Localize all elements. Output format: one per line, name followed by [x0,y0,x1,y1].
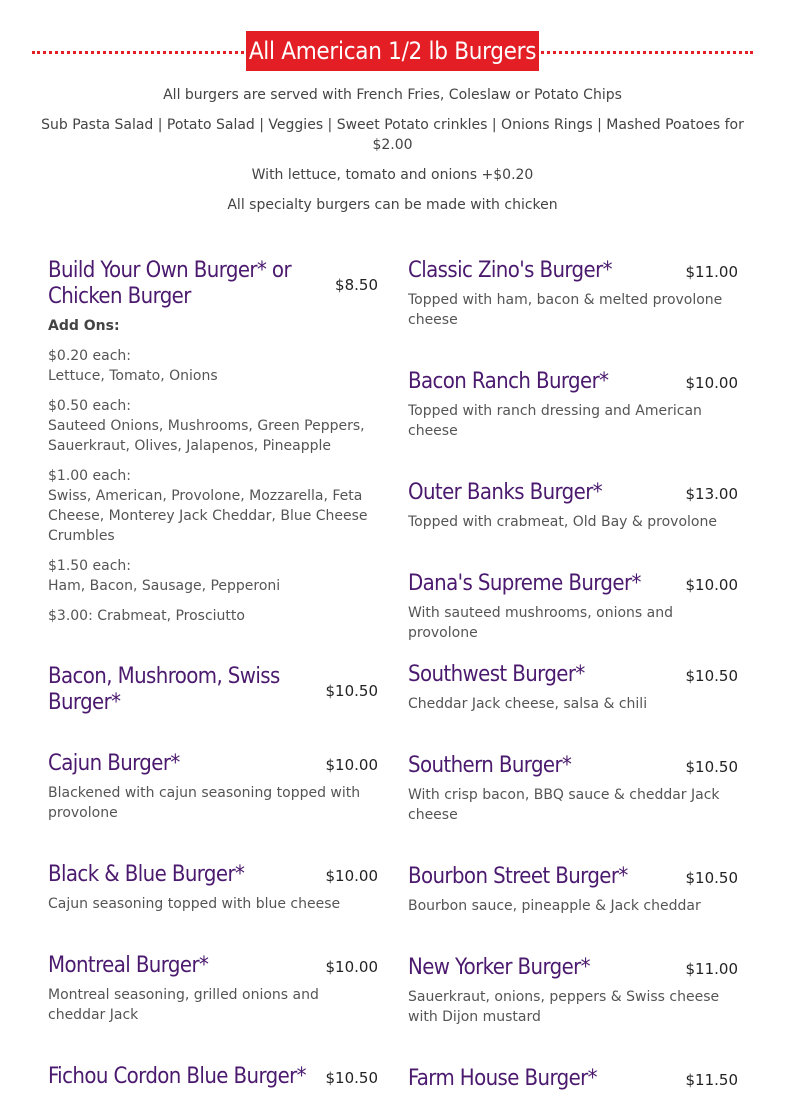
item-price: $10.00 [685,576,738,594]
menu-item [48,664,378,716]
item-price: $10.50 [685,667,738,685]
add-on-group [48,606,378,626]
intro-sides-note: All burgers are served with French Fries, Coleslaw or Potato Chips [163,87,622,103]
item-price: $10.50 [685,758,738,776]
item-description: Topped with crabmeat, Old Bay & provolone [408,514,717,530]
menu-item [408,753,738,825]
item-name: Farm House Burger* [408,1066,597,1091]
menu-item [408,955,738,1027]
item-name: Black & Blue Burger* [48,862,245,887]
add-on-items: Ham, Bacon, Sausage, Pepperoni [48,578,281,594]
item-price: $11.50 [685,1071,738,1089]
menu-item [408,369,738,441]
intro-lettuce-note: With lettuce, tomato and onions +$0.20 [251,167,534,183]
item-price: $10.00 [325,756,378,774]
item-name: Classic Zino's Burger* [408,258,612,283]
item-price: $10.00 [325,958,378,976]
section-header [32,31,753,71]
intro-substitutions-note: Sub Pasta Salad | Potato Salad | Veggies | Sweet Potato crinkles | Onions Rings | Mashed Poatoes for $2.00 [41,117,744,153]
menu-item [48,953,378,1025]
item-description: Topped with ham, bacon & melted provolone cheese [408,292,723,328]
add-on-group [48,466,378,546]
item-description: With sauteed mushrooms, onions and provolone [408,605,673,641]
menu-item [408,258,738,330]
menu-item [408,662,738,714]
item-description: With crisp bacon, BBQ sauce & cheddar Jack cheese [408,787,720,823]
item-description: Blackened with cajun seasoning topped with provolone [48,785,361,821]
item-name: Build Your Own Burger* or Chicken Burger [48,258,291,309]
item-price: $10.00 [325,867,378,885]
menu-item [408,1066,738,1092]
add-ons-list [48,316,378,626]
menu-item-build-your-own [48,258,378,636]
add-on-items: Swiss, American, Provolone, Mozzarella, Feta Cheese, Monterey Jack Cheddar, Blue Cheese Crumbles [48,488,368,544]
menu-item [48,1064,378,1090]
add-on-group [48,346,378,386]
item-description: Sauerkraut, onions, peppers & Swiss cheese with Dijon mustard [408,989,720,1025]
add-on-group [48,556,378,596]
item-price: $10.00 [685,374,738,392]
menu-item [408,480,738,532]
item-name: Fichou Cordon Blue Burger* [48,1064,306,1089]
menu-item [48,751,378,823]
menu-item [408,571,738,643]
intro-chicken-note: All specialty burgers can be made with chicken [227,197,558,213]
item-price: $10.50 [685,869,738,887]
add-on-price-label: $0.20 each: [48,348,132,364]
item-description: Bourbon sauce, pineapple & Jack cheddar [408,898,701,914]
item-price: $10.50 [325,682,378,700]
section-title: All American 1/2 lb Burgers [246,31,539,71]
item-name: Bourbon Street Burger* [408,864,628,889]
item-description: Topped with ranch dressing and American cheese [408,403,702,439]
item-name: Southern Burger* [408,753,572,778]
item-name: New Yorker Burger* [408,955,590,980]
item-description: Cajun seasoning topped with blue cheese [48,896,341,912]
item-price: $11.00 [685,960,738,978]
add-on-price-label: $1.00 each: [48,468,132,484]
add-on-items: Sauteed Onions, Mushrooms, Green Peppers, Sauerkraut, Olives, Jalapenos, Pineapple [48,418,365,454]
add-on-items: Lettuce, Tomato, Onions [48,368,218,384]
item-name: Dana's Supreme Burger* [408,571,641,596]
add-ons-title: Add Ons: [48,318,120,334]
menu-item [48,862,378,914]
add-on-group [48,396,378,456]
item-description: Cheddar Jack cheese, salsa & chili [408,696,648,712]
add-on-price-label: $0.50 each: [48,398,132,414]
item-price: $11.00 [685,263,738,281]
add-on-items: $3.00: Crabmeat, Prosciutto [48,608,245,624]
item-name: Montreal Burger* [48,953,209,978]
item-name: Outer Banks Burger* [408,480,603,505]
item-name: Bacon, Mushroom, Swiss Burger* [48,664,280,715]
item-price: $8.50 [335,276,378,294]
add-on-price-label: $1.50 each: [48,558,132,574]
item-name: Southwest Burger* [408,662,585,687]
menu-item [408,864,738,916]
item-price: $13.00 [685,485,738,503]
item-price: $10.50 [325,1069,378,1087]
item-description: Montreal seasoning, grilled onions and cheddar Jack [48,987,319,1023]
item-name: Cajun Burger* [48,751,180,776]
item-name: Bacon Ranch Burger* [408,369,609,394]
